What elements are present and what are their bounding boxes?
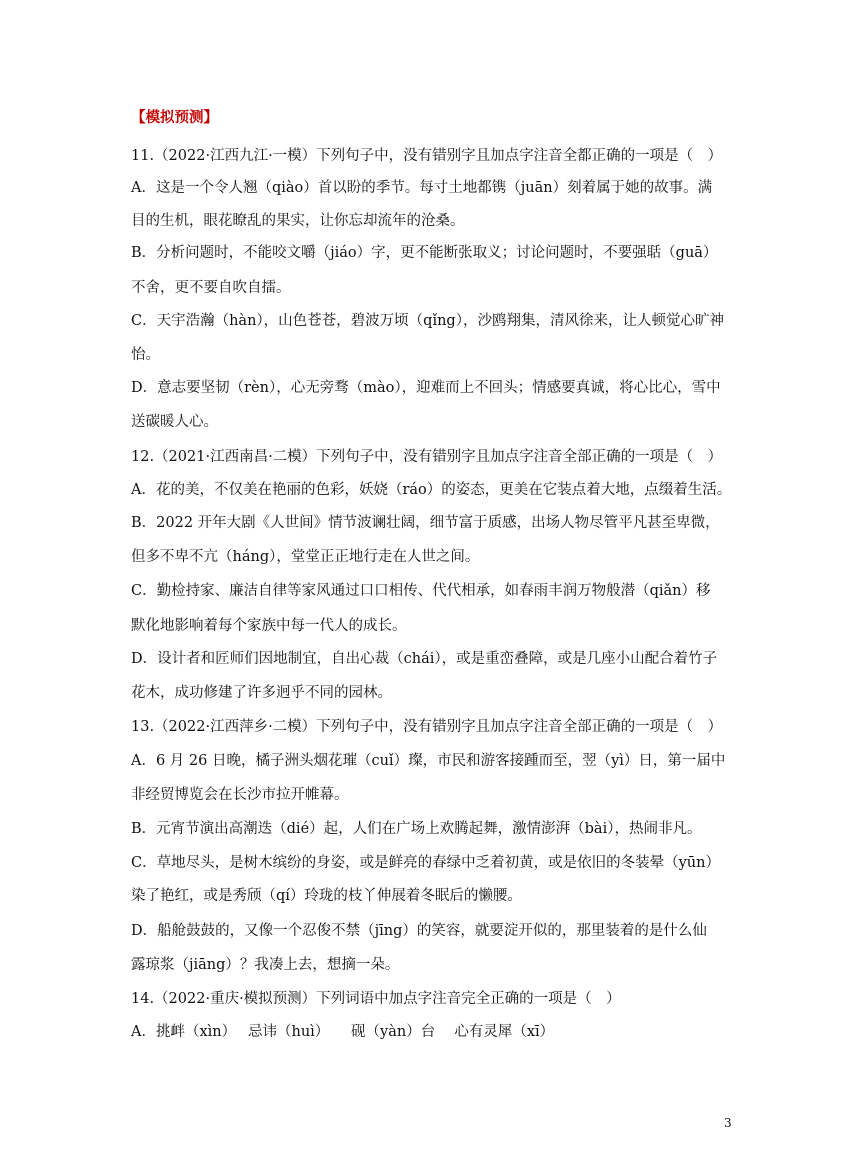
option-line: A．挑衅（xìn） 忌讳（huì） 砚（yàn）台 心有灵犀（xī）	[131, 1024, 555, 1040]
option-line: A．6 月 26 日晚，橘子洲头烟花璀（cuǐ）璨，市民和游客接踵而至，翌（yì）日，第一届中	[131, 753, 726, 769]
question-12-stem: 12.（2021·江西南昌·二模）下列句子中，没有错别字且加点字注音全部正确的一项是（ ）	[131, 449, 723, 465]
option-line: D．船舱鼓鼓的，又像一个忍俊不禁（jīng）的笑容，就要淀开似的，那里装着的是什么仙	[131, 923, 707, 939]
option-line: 目的生机，眼花瞭乱的果实，让你忘却流年的沧桑。	[131, 213, 465, 229]
option-line: B．元宵节演出高潮迭（dié）起，人们在广场上欢腾起舞，激情澎湃（bài），热闹非凡。	[131, 821, 702, 837]
option-line: C．草地尽头，是树木缤纷的身姿，或是鲜亮的春绿中乏着初黄，或是依旧的冬装晕（yūn）	[131, 855, 720, 871]
option-line: C．天宇浩瀚（hàn），山色苍苍，碧波万顷（qǐng），沙鸥翔集，清风徐来，让人顿觉心旷神	[131, 313, 724, 329]
question-14-stem: 14.（2022·重庆·模拟预测）下列词语中加点字注音完全正确的一项是（ ）	[131, 991, 621, 1007]
option-line: A．这是一个令人翘（qiào）首以盼的季节。每寸土地都镌（juān）刻着属于她的故事。满	[131, 180, 713, 196]
page-number: 3	[724, 1116, 732, 1130]
question-11-stem: 11.（2022·江西九江·一模）下列句子中，没有错别字且加点字注音全都正确的一项是（ ）	[131, 148, 723, 164]
option-line: 但多不卑不亢（háng），堂堂正正地行走在人世之间。	[131, 549, 480, 565]
option-line: 非经贸博览会在长沙市拉开帷幕。	[131, 787, 349, 803]
question-13-stem: 13.（2022·江西萍乡·二模）下列句子中，没有错别字且加点字注音全部正确的一项是（ ）	[131, 719, 723, 735]
option-line: 送碳暖人心。	[131, 414, 218, 430]
section-title: 【模拟预测】	[131, 110, 218, 126]
option-line: D．意志要坚韧（rèn），心无旁骛（mào），迎难而上不回头；情感要真诚，将心比心，雪中	[131, 380, 721, 396]
option-line: C．勤检持家、廉洁自律等家风通过口口相传、代代相承，如春雨丰润万物般潜（qiǎn）移	[131, 583, 711, 599]
option-line: 染了艳红，或是秀颀（qí）玲珑的枝丫伸展着冬眠后的懒腰。	[131, 888, 522, 904]
option-line: A．花的美，不仅美在艳丽的色彩，妖娆（ráo）的姿态，更美在它装点着大地，点缀着生活。	[131, 482, 732, 498]
option-line: B．分析问题时，不能咬文嚼（jiáo）字，更不能断张取义；讨论问题时，不要强聒（guā）	[131, 245, 718, 261]
option-line: 花木，成功修建了许多迥乎不同的园林。	[131, 685, 392, 701]
option-line: 露琼浆（jiāng）？我凑上去，想摘一朵。	[131, 957, 400, 973]
option-line: 不舍，更不要自吹自擂。	[131, 280, 291, 296]
option-line: B．2022 开年大剧《人世间》情节波谰壮阔，细节富于质感，出场人物尽管平凡甚至卑微，	[131, 515, 720, 531]
option-line: 默化地影响着每个家族中每一代人的成长。	[131, 618, 407, 634]
option-line: 怡。	[131, 347, 160, 363]
option-line: D．设计者和匠师们因地制宜，自出心裁（chái），或是重峦叠障，或是几座小山配合着竹子	[131, 651, 718, 667]
